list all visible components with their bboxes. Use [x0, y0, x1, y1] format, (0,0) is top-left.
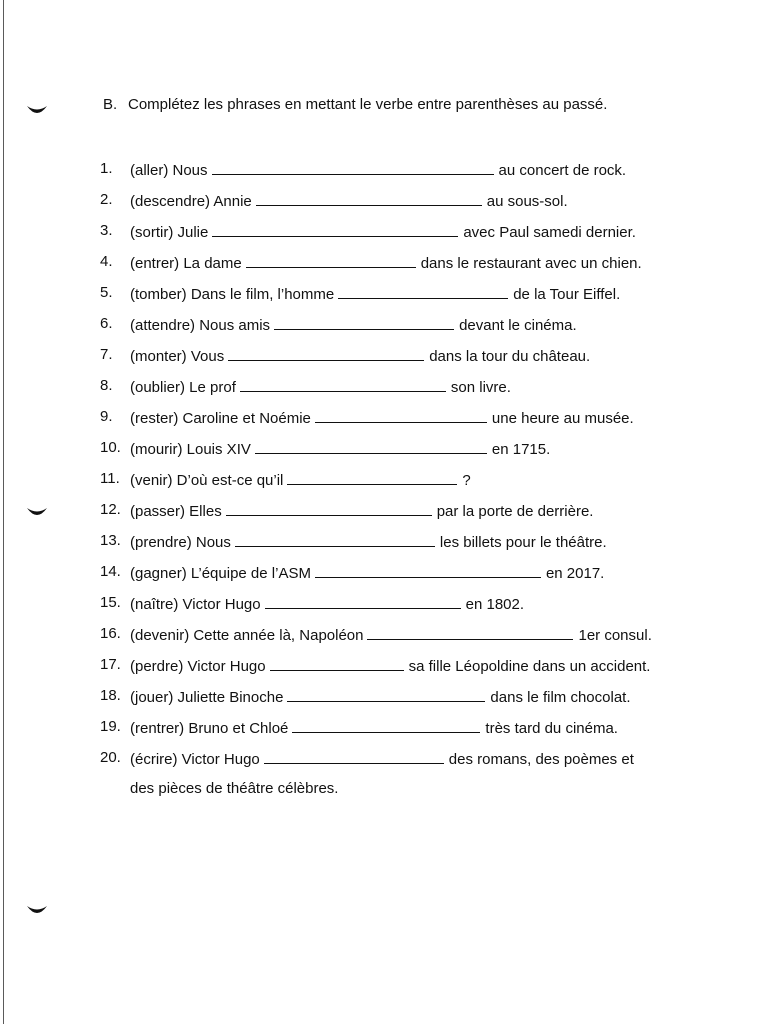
- answer-blank[interactable]: [240, 377, 446, 392]
- sentence-continuation: des pièces de théâtre célèbres.: [130, 780, 339, 797]
- item-sentence: [130, 749, 634, 769]
- verb-prompt: (rentrer) Bruno et Chloé: [130, 720, 289, 737]
- exercise-item: [100, 377, 710, 408]
- exercise-item: [100, 284, 710, 315]
- item-number: 11.: [100, 470, 120, 487]
- sentence-ending: ?: [462, 472, 471, 489]
- item-sentence: [130, 439, 550, 459]
- verb-prompt: (rester) Caroline et Noémie: [130, 410, 311, 427]
- exercise-item: [100, 222, 710, 253]
- item-sentence: [130, 470, 471, 490]
- item-sentence: [130, 408, 634, 428]
- item-number: 3.: [100, 222, 113, 239]
- binder-hole-icon: [26, 904, 48, 918]
- exercise-item: [100, 532, 710, 563]
- answer-blank[interactable]: [212, 160, 494, 175]
- item-number: 10.: [100, 439, 121, 456]
- item-number: 17.: [100, 656, 121, 673]
- item-sentence: [130, 253, 642, 273]
- sentence-ending: au sous-sol.: [486, 193, 568, 210]
- sentence-ending: une heure au musée.: [491, 410, 634, 427]
- sentence-ending: très tard du cinéma.: [485, 720, 618, 737]
- answer-blank[interactable]: [246, 253, 416, 268]
- sentence-ending: en 1715.: [491, 441, 551, 458]
- answer-blank[interactable]: [315, 408, 487, 423]
- item-number: 14.: [100, 563, 121, 580]
- section-letter: B.: [103, 96, 118, 113]
- sentence-ending: son livre.: [450, 379, 511, 396]
- item-sentence: [130, 315, 577, 335]
- exercise-list: [100, 160, 710, 797]
- sentence-ending: devant le cinéma.: [459, 317, 577, 334]
- item-number: 16.: [100, 625, 121, 642]
- item-sentence: [130, 563, 604, 583]
- answer-blank[interactable]: [287, 470, 457, 485]
- verb-prompt: (passer) Elles: [130, 503, 222, 520]
- margin-rule: [3, 0, 4, 1024]
- answer-blank[interactable]: [256, 191, 482, 206]
- answer-blank[interactable]: [287, 687, 485, 702]
- item-number: 6.: [100, 315, 113, 332]
- exercise-item: [100, 160, 710, 191]
- item-number: 19.: [100, 718, 121, 735]
- exercise-item: [100, 718, 710, 749]
- answer-blank[interactable]: [270, 656, 404, 671]
- sentence-ending: avec Paul samedi dernier.: [463, 224, 636, 241]
- item-sentence: [130, 346, 590, 366]
- item-sentence: [130, 501, 593, 521]
- item-number: 4.: [100, 253, 113, 270]
- item-number: 8.: [100, 377, 113, 394]
- exercise-item: [100, 315, 710, 346]
- sentence-ending: en 2017.: [545, 565, 605, 582]
- item-sentence: [130, 160, 626, 180]
- answer-blank[interactable]: [292, 718, 480, 733]
- verb-prompt: (aller) Nous: [130, 162, 208, 179]
- answer-blank[interactable]: [255, 439, 487, 454]
- item-sentence: [130, 377, 511, 397]
- exercise-item: [100, 408, 710, 439]
- item-sentence: [130, 625, 652, 645]
- exercise-item: [100, 501, 710, 532]
- exercise-item: [100, 253, 710, 284]
- answer-blank[interactable]: [228, 346, 424, 361]
- sentence-ending: de la Tour Eiffel.: [513, 286, 621, 303]
- item-sentence: [130, 656, 650, 676]
- item-sentence: [130, 222, 636, 242]
- binder-hole-icon: [26, 506, 48, 520]
- verb-prompt: (mourir) Louis XIV: [130, 441, 251, 458]
- sentence-ending: 1er consul.: [578, 627, 652, 644]
- verb-prompt: (sortir) Julie: [130, 224, 209, 241]
- sentence-ending: sa fille Léopoldine dans un accident.: [408, 658, 651, 675]
- exercise-instruction: [103, 96, 607, 114]
- answer-blank[interactable]: [226, 501, 432, 516]
- item-sentence: [130, 191, 568, 211]
- item-number: 15.: [100, 594, 121, 611]
- sentence-ending: par la porte de derrière.: [436, 503, 594, 520]
- sentence-ending: au concert de rock.: [498, 162, 627, 179]
- verb-prompt: (écrire) Victor Hugo: [130, 751, 260, 768]
- answer-blank[interactable]: [274, 315, 454, 330]
- item-number: 7.: [100, 346, 113, 363]
- answer-blank[interactable]: [264, 749, 444, 764]
- exercise-item: [100, 191, 710, 222]
- verb-prompt: (jouer) Juliette Binoche: [130, 689, 284, 706]
- item-sentence: [130, 687, 631, 707]
- item-sentence: [130, 284, 620, 304]
- sentence-ending: dans le film chocolat.: [490, 689, 631, 706]
- item-sentence: [130, 532, 607, 552]
- item-number: 1.: [100, 160, 113, 177]
- answer-blank[interactable]: [265, 594, 461, 609]
- item-number: 2.: [100, 191, 113, 208]
- answer-blank[interactable]: [315, 563, 541, 578]
- item-number: 20.: [100, 749, 121, 766]
- sentence-ending: dans la tour du château.: [429, 348, 591, 365]
- exercise-item: [100, 346, 710, 377]
- exercise-item: [100, 749, 710, 797]
- exercise-item: [100, 687, 710, 718]
- answer-blank[interactable]: [338, 284, 508, 299]
- verb-prompt: (prendre) Nous: [130, 534, 231, 551]
- exercise-item: [100, 625, 710, 656]
- sentence-ending: en 1802.: [465, 596, 525, 613]
- instruction-text: Complétez les phrases en mettant le verbe entre parenthèses au passé.: [128, 96, 608, 113]
- item-number: 5.: [100, 284, 113, 301]
- item-number: 18.: [100, 687, 121, 704]
- verb-prompt: (descendre) Annie: [130, 193, 252, 210]
- exercise-item: [100, 656, 710, 687]
- exercise-item: [100, 439, 710, 470]
- verb-prompt: (attendre) Nous amis: [130, 317, 271, 334]
- verb-prompt: (oublier) Le prof: [130, 379, 236, 396]
- verb-prompt: (tomber) Dans le film, l’homme: [130, 286, 335, 303]
- item-number: 13.: [100, 532, 121, 549]
- verb-prompt: (perdre) Victor Hugo: [130, 658, 266, 675]
- sentence-ending: dans le restaurant avec un chien.: [420, 255, 642, 272]
- answer-blank[interactable]: [235, 532, 435, 547]
- verb-prompt: (venir) D’où est-ce qu’il: [130, 472, 284, 489]
- answer-blank[interactable]: [367, 625, 573, 640]
- verb-prompt: (gagner) L’équipe de l’ASM: [130, 565, 311, 582]
- binder-hole-icon: [26, 104, 48, 118]
- answer-blank[interactable]: [212, 222, 458, 237]
- exercise-item: [100, 563, 710, 594]
- verb-prompt: (monter) Vous: [130, 348, 225, 365]
- sentence-ending: des romans, des poèmes et: [448, 751, 634, 768]
- exercise-item: [100, 470, 710, 501]
- verb-prompt: (entrer) La dame: [130, 255, 242, 272]
- sentence-ending: les billets pour le théâtre.: [439, 534, 607, 551]
- verb-prompt: (naître) Victor Hugo: [130, 596, 261, 613]
- exercise-item: [100, 594, 710, 625]
- item-number: 9.: [100, 408, 113, 425]
- verb-prompt: (devenir) Cette année là, Napoléon: [130, 627, 364, 644]
- item-number: 12.: [100, 501, 121, 518]
- item-sentence: [130, 718, 618, 738]
- item-sentence: [130, 594, 524, 614]
